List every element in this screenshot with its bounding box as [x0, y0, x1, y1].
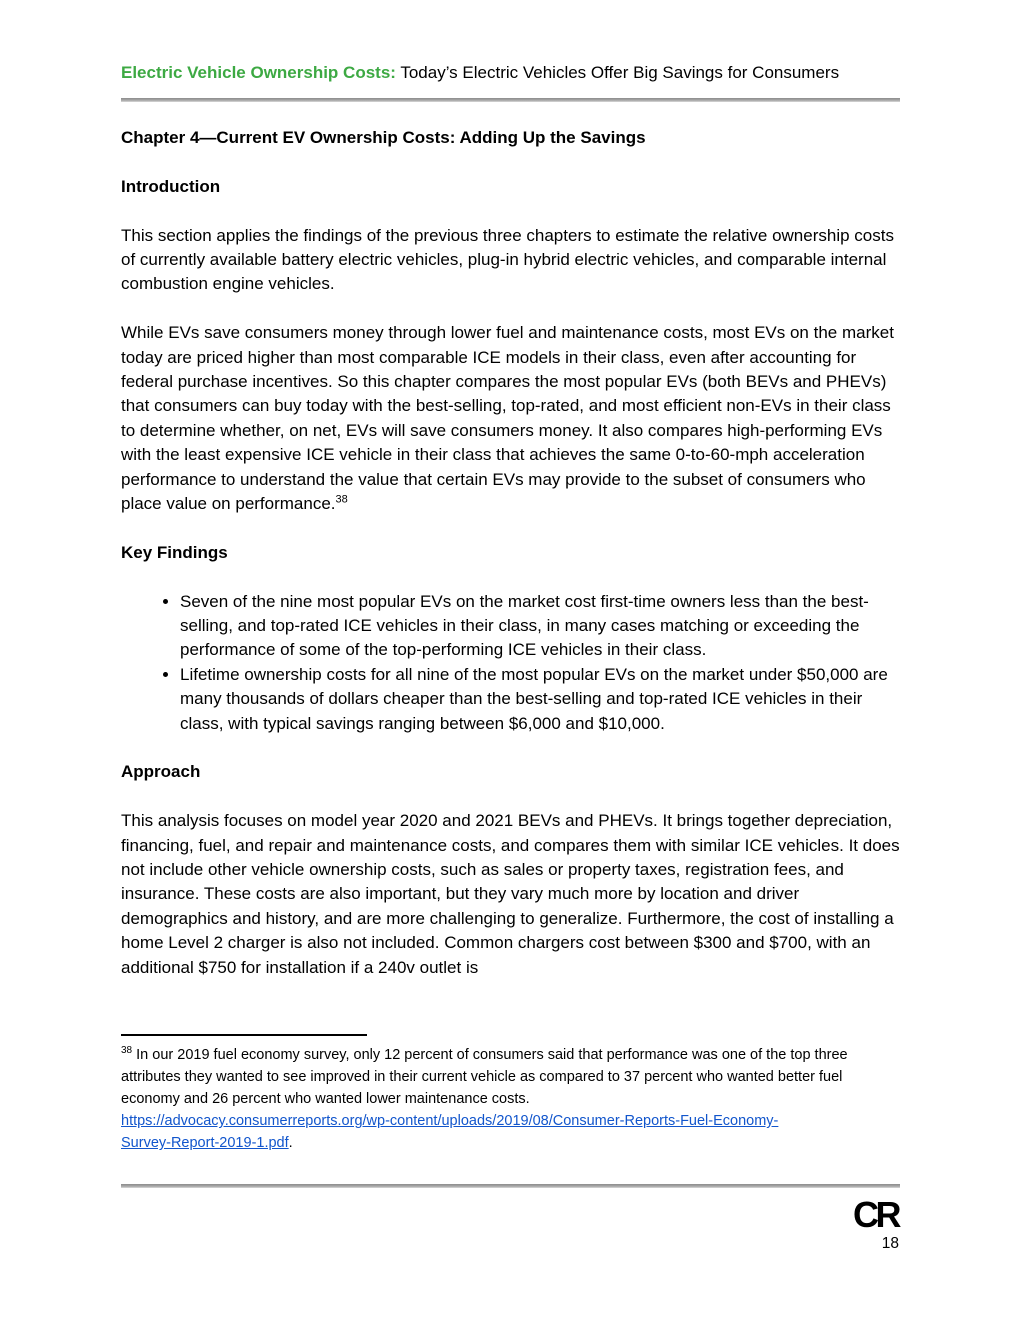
paragraph-approach: This analysis focuses on model year 2020 and 2021 BEVs and PHEVs. It brings together depreciation, financing, fuel, and repair and maintenance costs, and compares them with similar ICE vehicles. It does not include other vehicle ownership costs, such as sales or property taxes, registration fees, and insurance. These costs are also important, but they vary much more by location and driver demographics and history, and are more challenging to generalize. Furthermore, the cost of installing a home Level 2 charger is also not included. Common chargers cost between $300 and $700, with an additional $750 for installation if a 240v outlet is: [121, 811, 900, 977]
page-footer: [121, 1196, 900, 1254]
footnote-link-line2[interactable]: Survey-Report-2019-1.pdf: [121, 1135, 289, 1152]
section-heading-introduction: Introduction: [121, 176, 221, 196]
page-number: 18: [881, 1235, 899, 1253]
footnote-link[interactable]: [121, 1113, 778, 1151]
section-heading-key-findings: Key Findings: [121, 542, 228, 562]
running-header: [121, 62, 900, 84]
chapter-heading: Chapter 4—Current EV Ownership Costs: Adding Up the Savings: [121, 128, 646, 147]
paragraph-ev-comparison-text: While EVs save consumers money through lower fuel and maintenance costs, most EVs on the market today are priced higher than most comparable ICE models in their class, even after accounting for federal purchase incentives. So this chapter compares the most popular EVs (both BEVs and PHEVs) that consumers can buy today with the best-selling, top-rated, and most efficient non-EVs in their class to determine whether, on net, EVs will save consumers money. It also compares high-performing EVs with the least expensive ICE vehicle in their class that achieves the same 0-to-60-mph acceleration performance to understand the value that certain EVs may provide to the subset of consumers who place value on performance.: [121, 323, 894, 514]
footnote-link-period: .: [288, 1135, 293, 1152]
footnote-link-line1[interactable]: https://advocacy.consumerreports.org/wp-content/uploads/2019/08/Consumer-Reports-Fuel-Economy-: [121, 1113, 779, 1130]
footnote-text: In our 2019 fuel economy survey, only 12 percent of consumers said that performance was one of the top three attributes they wanted to see improved in their current vehicle as compared to 37 percent who wanted better fuel economy and 26 percent who wanted lower maintenance costs.: [121, 1047, 848, 1108]
section-heading-approach: Approach: [121, 762, 201, 782]
key-findings-list: [121, 590, 900, 736]
paragraph-ev-comparison: [121, 321, 900, 516]
footnote-reference: 38: [335, 493, 348, 506]
report-subtitle: Today’s Electric Vehicles Offer Big Savings for Consumers: [395, 63, 840, 82]
footer-divider: [121, 1184, 900, 1188]
report-title: Electric Vehicle Ownership Costs:: [121, 63, 396, 82]
footnote: [121, 1044, 900, 1154]
paragraph-introduction: This section applies the findings of the previous three chapters to estimate the relative ownership costs of currently available battery electric vehicles, plug-in hybrid electric vehicles, and comparable internal combustion engine vehicles.: [121, 225, 894, 294]
header-divider: [121, 98, 900, 102]
key-finding-item: • Seven of the nine most popular EVs on the market cost first-time owners less than the best-selling, and top-rated ICE vehicles in their class, in many cases matching or exceeding the performance of some of the top-performing ICE vehicles in their class.: [180, 590, 900, 663]
footnote-separator: [121, 1034, 367, 1036]
footnote-marker: 38: [121, 1045, 133, 1057]
key-finding-item: • Lifetime ownership costs for all nine of the most popular EVs on the market under $50,000 are many thousands of dollars cheaper than the best-selling and top-rated ICE vehicles in their class, with typical savings ranging between $6,000 and $10,000.: [180, 663, 900, 736]
consumer-reports-logo: CR: [853, 1194, 898, 1236]
